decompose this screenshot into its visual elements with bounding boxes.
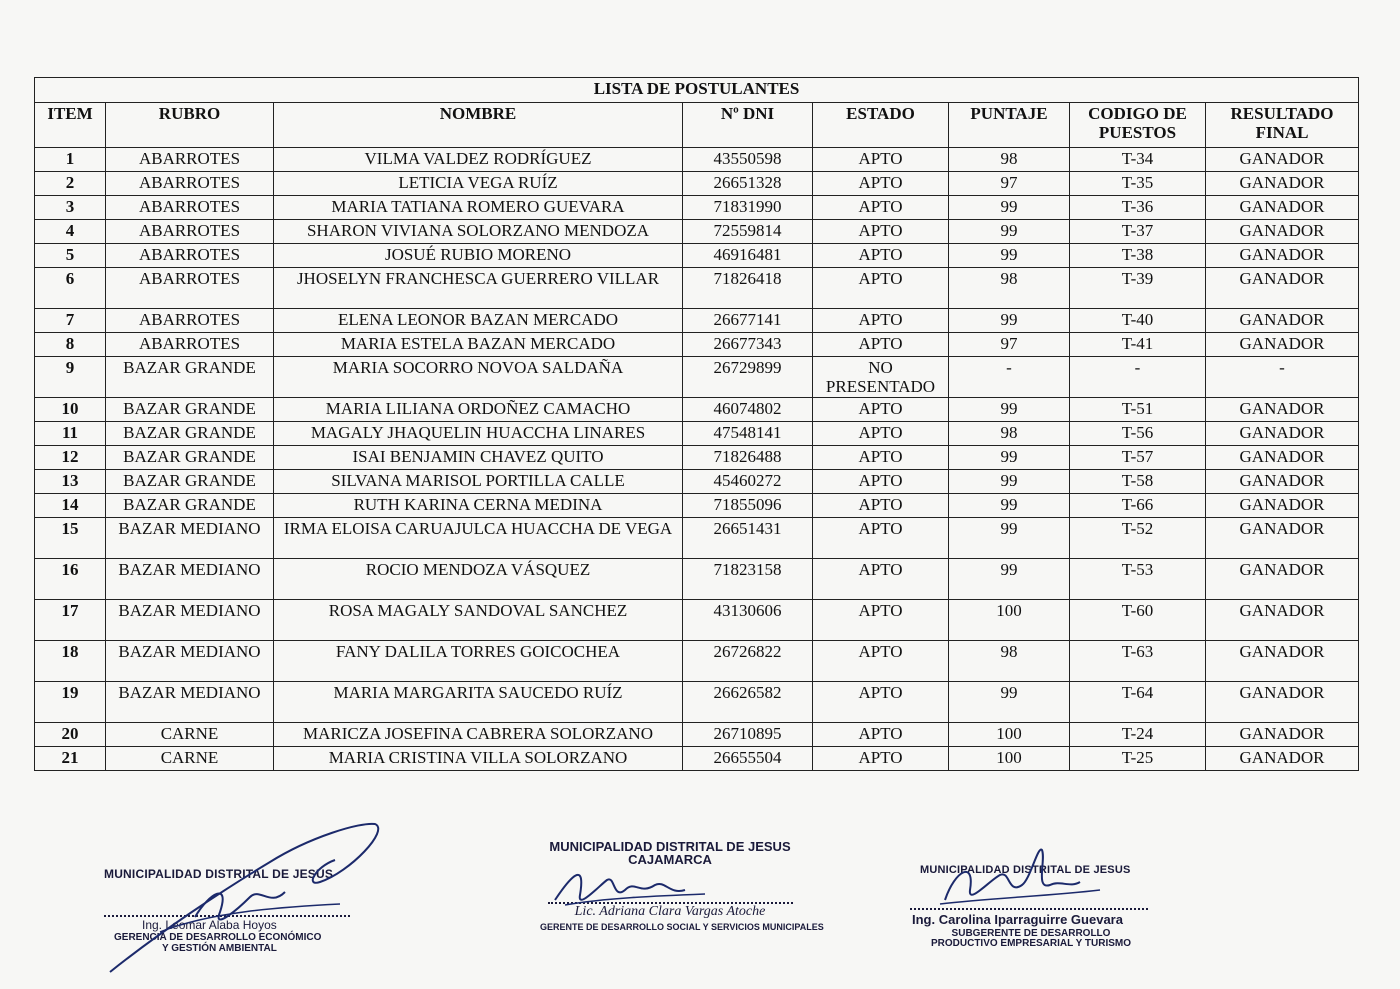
cell-resultado: GANADOR [1206, 172, 1359, 196]
table-row [35, 398, 1359, 422]
cell-rubro: BAZAR GRANDE [106, 446, 274, 470]
table-row [35, 268, 1359, 309]
cell-puntaje: 99 [949, 470, 1070, 494]
table-row [35, 470, 1359, 494]
cell-estado: APTO [813, 494, 949, 518]
cell-resultado: GANADOR [1206, 494, 1359, 518]
cell-dni: 43130606 [683, 600, 813, 641]
cell-resultado: GANADOR [1206, 641, 1359, 682]
cell-item: 6 [35, 268, 106, 309]
table-title: LISTA DE POSTULANTES [35, 78, 1359, 103]
cell-rubro: ABARROTES [106, 172, 274, 196]
cell-resultado: GANADOR [1206, 518, 1359, 559]
cell-resultado: GANADOR [1206, 333, 1359, 357]
cell-codigo: T-40 [1070, 309, 1206, 333]
cell-rubro: ABARROTES [106, 244, 274, 268]
signature-left-scribble [100, 812, 400, 982]
table-row [35, 309, 1359, 333]
table-row [35, 446, 1359, 470]
cell-rubro: ABARROTES [106, 196, 274, 220]
cell-codigo: T-60 [1070, 600, 1206, 641]
cell-rubro: ABARROTES [106, 268, 274, 309]
cell-item: 1 [35, 148, 106, 172]
signature-center-name: Lic. Adriana Clara Vargas Atoche [574, 904, 766, 919]
cell-codigo: T-63 [1070, 641, 1206, 682]
cell-estado: APTO [813, 172, 949, 196]
cell-codigo: T-34 [1070, 148, 1206, 172]
header-item: ITEM [35, 103, 106, 148]
cell-estado: APTO [813, 196, 949, 220]
cell-dni: 26729899 [683, 357, 813, 398]
cell-codigo: T-53 [1070, 559, 1206, 600]
table-header-row [35, 103, 1359, 148]
cell-dni: 71855096 [683, 494, 813, 518]
cell-puntaje: 98 [949, 641, 1070, 682]
cell-rubro: BAZAR MEDIANO [106, 641, 274, 682]
cell-nombre: SILVANA MARISOL PORTILLA CALLE [274, 470, 683, 494]
cell-resultado: GANADOR [1206, 682, 1359, 723]
cell-nombre: SHARON VIVIANA SOLORZANO MENDOZA [274, 220, 683, 244]
table-row [35, 494, 1359, 518]
cell-estado: APTO [813, 333, 949, 357]
cell-codigo: T-38 [1070, 244, 1206, 268]
cell-dni: 71826418 [683, 268, 813, 309]
signature-center-org-2: CAJAMARCA [628, 852, 712, 867]
cell-nombre: LETICIA VEGA RUÍZ [274, 172, 683, 196]
cell-dni: 26651328 [683, 172, 813, 196]
cell-puntaje: 98 [949, 268, 1070, 309]
cell-dni: 26677343 [683, 333, 813, 357]
table-row [35, 172, 1359, 196]
cell-dni: 26655504 [683, 747, 813, 771]
cell-rubro: ABARROTES [106, 309, 274, 333]
cell-nombre: FANY DALILA TORRES GOICOCHEA [274, 641, 683, 682]
cell-codigo: T-36 [1070, 196, 1206, 220]
signature-right-name: Ing. Carolina Iparraguirre Guevara [912, 912, 1123, 927]
cell-dni: 26626582 [683, 682, 813, 723]
cell-rubro: BAZAR MEDIANO [106, 559, 274, 600]
cell-estado: APTO [813, 148, 949, 172]
cell-item: 10 [35, 398, 106, 422]
cell-dni: 71826488 [683, 446, 813, 470]
cell-codigo: T-64 [1070, 682, 1206, 723]
cell-puntaje: 100 [949, 723, 1070, 747]
cell-item: 7 [35, 309, 106, 333]
cell-resultado: GANADOR [1206, 747, 1359, 771]
cell-dni: 72559814 [683, 220, 813, 244]
cell-puntaje: 99 [949, 559, 1070, 600]
cell-rubro: CARNE [106, 747, 274, 771]
cell-puntaje: 98 [949, 422, 1070, 446]
cell-nombre: VILMA VALDEZ RODRÍGUEZ [274, 148, 683, 172]
cell-codigo: T-24 [1070, 723, 1206, 747]
cell-dni: 46916481 [683, 244, 813, 268]
cell-estado: APTO [813, 518, 949, 559]
cell-puntaje: 99 [949, 220, 1070, 244]
cell-nombre: ELENA LEONOR BAZAN MERCADO [274, 309, 683, 333]
cell-nombre: ISAI BENJAMIN CHAVEZ QUITO [274, 446, 683, 470]
cell-resultado: GANADOR [1206, 422, 1359, 446]
cell-item: 3 [35, 196, 106, 220]
cell-rubro: BAZAR GRANDE [106, 422, 274, 446]
cell-rubro: BAZAR MEDIANO [106, 682, 274, 723]
signature-left-role-1: GERENCIA DE DESARROLLO ECONÓMICO [114, 932, 322, 943]
cell-resultado: - [1206, 357, 1359, 398]
cell-rubro: BAZAR GRANDE [106, 470, 274, 494]
cell-resultado: GANADOR [1206, 446, 1359, 470]
cell-codigo: T-41 [1070, 333, 1206, 357]
cell-rubro: BAZAR GRANDE [106, 357, 274, 398]
cell-resultado: GANADOR [1206, 398, 1359, 422]
signature-left-org: MUNICIPALIDAD DISTRITAL DE JESUS [104, 867, 334, 881]
cell-estado: APTO [813, 682, 949, 723]
table-row [35, 682, 1359, 723]
cell-estado: APTO [813, 446, 949, 470]
cell-item: 8 [35, 333, 106, 357]
cell-resultado: GANADOR [1206, 600, 1359, 641]
cell-puntaje: 99 [949, 309, 1070, 333]
cell-item: 4 [35, 220, 106, 244]
cell-item: 20 [35, 723, 106, 747]
cell-rubro: BAZAR MEDIANO [106, 600, 274, 641]
cell-puntaje: 99 [949, 682, 1070, 723]
cell-estado: APTO [813, 244, 949, 268]
cell-estado: APTO [813, 723, 949, 747]
cell-codigo: T-56 [1070, 422, 1206, 446]
cell-item: 15 [35, 518, 106, 559]
cell-puntaje: 100 [949, 600, 1070, 641]
cell-nombre: IRMA ELOISA CARUAJULCA HUACCHA DE VEGA [274, 518, 683, 559]
cell-dni: 46074802 [683, 398, 813, 422]
cell-estado: APTO [813, 747, 949, 771]
cell-item: 19 [35, 682, 106, 723]
cell-dni: 71823158 [683, 559, 813, 600]
cell-puntaje: 99 [949, 446, 1070, 470]
cell-codigo: T-37 [1070, 220, 1206, 244]
cell-dni: 26726822 [683, 641, 813, 682]
table-row [35, 244, 1359, 268]
cell-resultado: GANADOR [1206, 470, 1359, 494]
cell-estado: APTO [813, 398, 949, 422]
cell-item: 17 [35, 600, 106, 641]
cell-rubro: ABARROTES [106, 220, 274, 244]
table-row [35, 559, 1359, 600]
cell-nombre: MARICZA JOSEFINA CABRERA SOLORZANO [274, 723, 683, 747]
cell-puntaje: 99 [949, 494, 1070, 518]
table-row [35, 600, 1359, 641]
cell-item: 11 [35, 422, 106, 446]
cell-resultado: GANADOR [1206, 196, 1359, 220]
cell-puntaje: 99 [949, 196, 1070, 220]
cell-nombre: ROCIO MENDOZA VÁSQUEZ [274, 559, 683, 600]
signature-left-role-2: Y GESTIÓN AMBIENTAL [162, 943, 277, 954]
cell-resultado: GANADOR [1206, 559, 1359, 600]
cell-dni: 26710895 [683, 723, 813, 747]
cell-rubro: ABARROTES [106, 333, 274, 357]
cell-item: 18 [35, 641, 106, 682]
cell-estado: APTO [813, 559, 949, 600]
cell-estado: APTO [813, 309, 949, 333]
cell-item: 21 [35, 747, 106, 771]
header-estado: ESTADO [813, 103, 949, 148]
cell-dni: 26677141 [683, 309, 813, 333]
header-puntaje: PUNTAJE [949, 103, 1070, 148]
cell-codigo: T-57 [1070, 446, 1206, 470]
cell-resultado: GANADOR [1206, 268, 1359, 309]
table-row [35, 723, 1359, 747]
cell-nombre: MARIA LILIANA ORDOÑEZ CAMACHO [274, 398, 683, 422]
header-nombre: NOMBRE [274, 103, 683, 148]
cell-resultado: GANADOR [1206, 148, 1359, 172]
signature-center-org-1: MUNICIPALIDAD DISTRITAL DE JESUS [549, 839, 791, 854]
cell-estado: APTO [813, 422, 949, 446]
cell-item: 2 [35, 172, 106, 196]
cell-puntaje: - [949, 357, 1070, 398]
cell-nombre: MARIA ESTELA BAZAN MERCADO [274, 333, 683, 357]
cell-rubro: BAZAR MEDIANO [106, 518, 274, 559]
cell-estado: APTO [813, 600, 949, 641]
cell-item: 16 [35, 559, 106, 600]
cell-puntaje: 99 [949, 244, 1070, 268]
cell-estado: APTO [813, 470, 949, 494]
cell-nombre: MARIA SOCORRO NOVOA SALDAÑA [274, 357, 683, 398]
cell-rubro: BAZAR GRANDE [106, 494, 274, 518]
table-row [35, 357, 1359, 398]
cell-estado: APTO [813, 641, 949, 682]
cell-dni: 26651431 [683, 518, 813, 559]
table-row [35, 422, 1359, 446]
header-dni: Nº DNI [683, 103, 813, 148]
table-row [35, 148, 1359, 172]
cell-dni: 45460272 [683, 470, 813, 494]
cell-resultado: GANADOR [1206, 309, 1359, 333]
cell-puntaje: 100 [949, 747, 1070, 771]
cell-item: 12 [35, 446, 106, 470]
cell-puntaje: 99 [949, 518, 1070, 559]
cell-codigo: T-35 [1070, 172, 1206, 196]
table-row [35, 518, 1359, 559]
signature-right-role-1: SUBGERENTE DE DESARROLLO [951, 928, 1111, 939]
cell-puntaje: 99 [949, 398, 1070, 422]
cell-rubro: CARNE [106, 723, 274, 747]
header-resultado: RESULTADO FINAL [1206, 103, 1359, 148]
cell-codigo: - [1070, 357, 1206, 398]
cell-resultado: GANADOR [1206, 220, 1359, 244]
cell-item: 9 [35, 357, 106, 398]
cell-dni: 71831990 [683, 196, 813, 220]
cell-codigo: T-66 [1070, 494, 1206, 518]
table-row [35, 196, 1359, 220]
cell-item: 14 [35, 494, 106, 518]
cell-puntaje: 97 [949, 172, 1070, 196]
table-row [35, 333, 1359, 357]
cell-estado: NO PRESENTADO [813, 357, 949, 398]
cell-codigo: T-51 [1070, 398, 1206, 422]
cell-codigo: T-39 [1070, 268, 1206, 309]
cell-rubro: ABARROTES [106, 148, 274, 172]
cell-nombre: ROSA MAGALY SANDOVAL SANCHEZ [274, 600, 683, 641]
cell-estado: APTO [813, 268, 949, 309]
signature-center-role: GERENTE DE DESARROLLO SOCIAL Y SERVICIOS MUNICIPALES [540, 922, 824, 932]
cell-puntaje: 97 [949, 333, 1070, 357]
header-rubro: RUBRO [106, 103, 274, 148]
cell-nombre: MAGALY JHAQUELIN HUACCHA LINARES [274, 422, 683, 446]
header-codigo: CODIGO DE PUESTOS [1070, 103, 1206, 148]
table-row [35, 641, 1359, 682]
cell-dni: 47548141 [683, 422, 813, 446]
cell-dni: 43550598 [683, 148, 813, 172]
cell-nombre: JOSUÉ RUBIO MORENO [274, 244, 683, 268]
cell-nombre: JHOSELYN FRANCHESCA GUERRERO VILLAR [274, 268, 683, 309]
signature-right-role-2: PRODUCTIVO EMPRESARIAL Y TURISMO [930, 938, 1132, 949]
cell-item: 5 [35, 244, 106, 268]
cell-puntaje: 98 [949, 148, 1070, 172]
cell-resultado: GANADOR [1206, 723, 1359, 747]
cell-codigo: T-25 [1070, 747, 1206, 771]
cell-codigo: T-52 [1070, 518, 1206, 559]
cell-item: 13 [35, 470, 106, 494]
applicants-table [34, 77, 1359, 771]
signature-left-name: Ing. Leomar Alaba Hoyos [142, 918, 277, 932]
cell-nombre: MARIA CRISTINA VILLA SOLORZANO [274, 747, 683, 771]
cell-nombre: MARIA MARGARITA SAUCEDO RUÍZ [274, 682, 683, 723]
cell-estado: APTO [813, 220, 949, 244]
signature-left-line [104, 915, 350, 917]
cell-resultado: GANADOR [1206, 244, 1359, 268]
cell-nombre: RUTH KARINA CERNA MEDINA [274, 494, 683, 518]
cell-rubro: BAZAR GRANDE [106, 398, 274, 422]
table-row [35, 220, 1359, 244]
cell-codigo: T-58 [1070, 470, 1206, 494]
table-row [35, 747, 1359, 771]
signature-right-line [910, 908, 1148, 910]
signature-right-org: MUNICIPALIDAD DISTRITAL DE JESUS [920, 864, 1131, 876]
cell-nombre: MARIA TATIANA ROMERO GUEVARA [274, 196, 683, 220]
